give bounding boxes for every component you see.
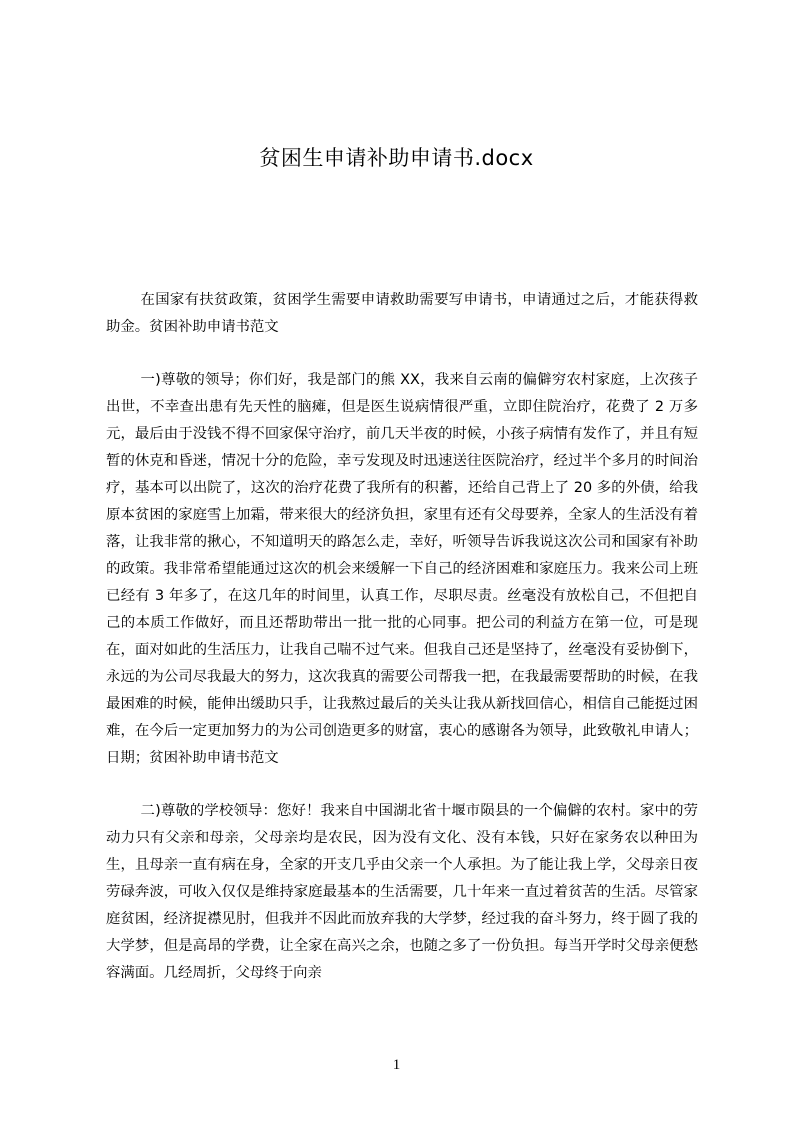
document-body <box>106 287 698 987</box>
page-number: 1 <box>392 1057 401 1073</box>
sample-letter-1-paragraph: 一)尊敬的领导；你们好，我是部门的熊 XX，我来自云南的偏僻穷农村家庭，上次孩子出世，不幸查出患有先天性的脑瘫，但是医生说病情很严重，立即住院治疗，花费了 2 万多元，最后由于没钱不得不回家保守治疗，前几天半夜的时候，小孩子病情有发作了，并且有短暂的休克和昏迷，情况十分的危险，幸亏发现及时迅速送往医院治疗，经过半个多月的时间治疗，基本可以出院了，这次的治疗花费了我所有的积蓄，还给自己背上了 20 多的外债，给我原本贫困的家庭雪上加霜，带来很大的经济负担，家里有还有父母要养，全家人的生活没有着落，让我非常的揪心，不知道明天的路怎么走，幸好，听领导告诉我说这次公司和国家有补助的政策。我非常希望能通过这次的机会来缓解一下自己的经济困难和家庭压力。我来公司上班已经有 3 年多了，在这几年的时间里，认真工作，尽职尽责。丝毫没有放松自己，不但把自己的本质工作做好，而且还帮助带出一批一批的心同事。把公司的利益方在第一位，可是现在，面对如此的生活压力，让我自己喘不过气来。但我自己还是坚持了，丝毫没有妥协倒下，永远的为公司尽我最大的努力，这次我真的需要公司帮我一把，在我最需要帮助的时候，在我最困难的时候，能伸出缓助只手，让我熬过最后的关头让我从新找回信心，相信自己能挺过困难，在今后一定更加努力的为公司创造更多的财富，衷心的感谢各为领导，此致敬礼申请人；日期；贫困补助申请书范文 <box>106 372 698 766</box>
intro-paragraph: 在国家有扶贫政策，贫困学生需要申请救助需要写申请书，申请通过之后，才能获得救助金。贫困补助申请书范文 <box>106 292 698 335</box>
sample-letter-2-paragraph: 二)尊敬的学校领导：您好！我来自中国湖北省十堰市陨县的一个偏僻的农村。家中的劳动力只有父亲和母亲，父母亲均是农民，因为没有文化、没有本钱，只好在家务农以种田为生，且母亲一直有病在身，全家的开支几乎由父亲一个人承担。为了能让我上学，父母亲日夜劳碌奔波，可收入仅仅是维持家庭最基本的生活需要，几十年来一直过着贫苦的生活。尽管家庭贫困，经济捉襟见肘，但我并不因此而放弃我的大学梦，经过我的奋斗努力，终于圆了我的大学梦，但是高昂的学费，让全家在高兴之余，也随之多了一份负担。每当开学时父母亲便愁容满面。几经周折，父母终于向亲 <box>106 803 698 981</box>
document-title: 贫困生申请补助申请书.docx <box>259 146 534 170</box>
